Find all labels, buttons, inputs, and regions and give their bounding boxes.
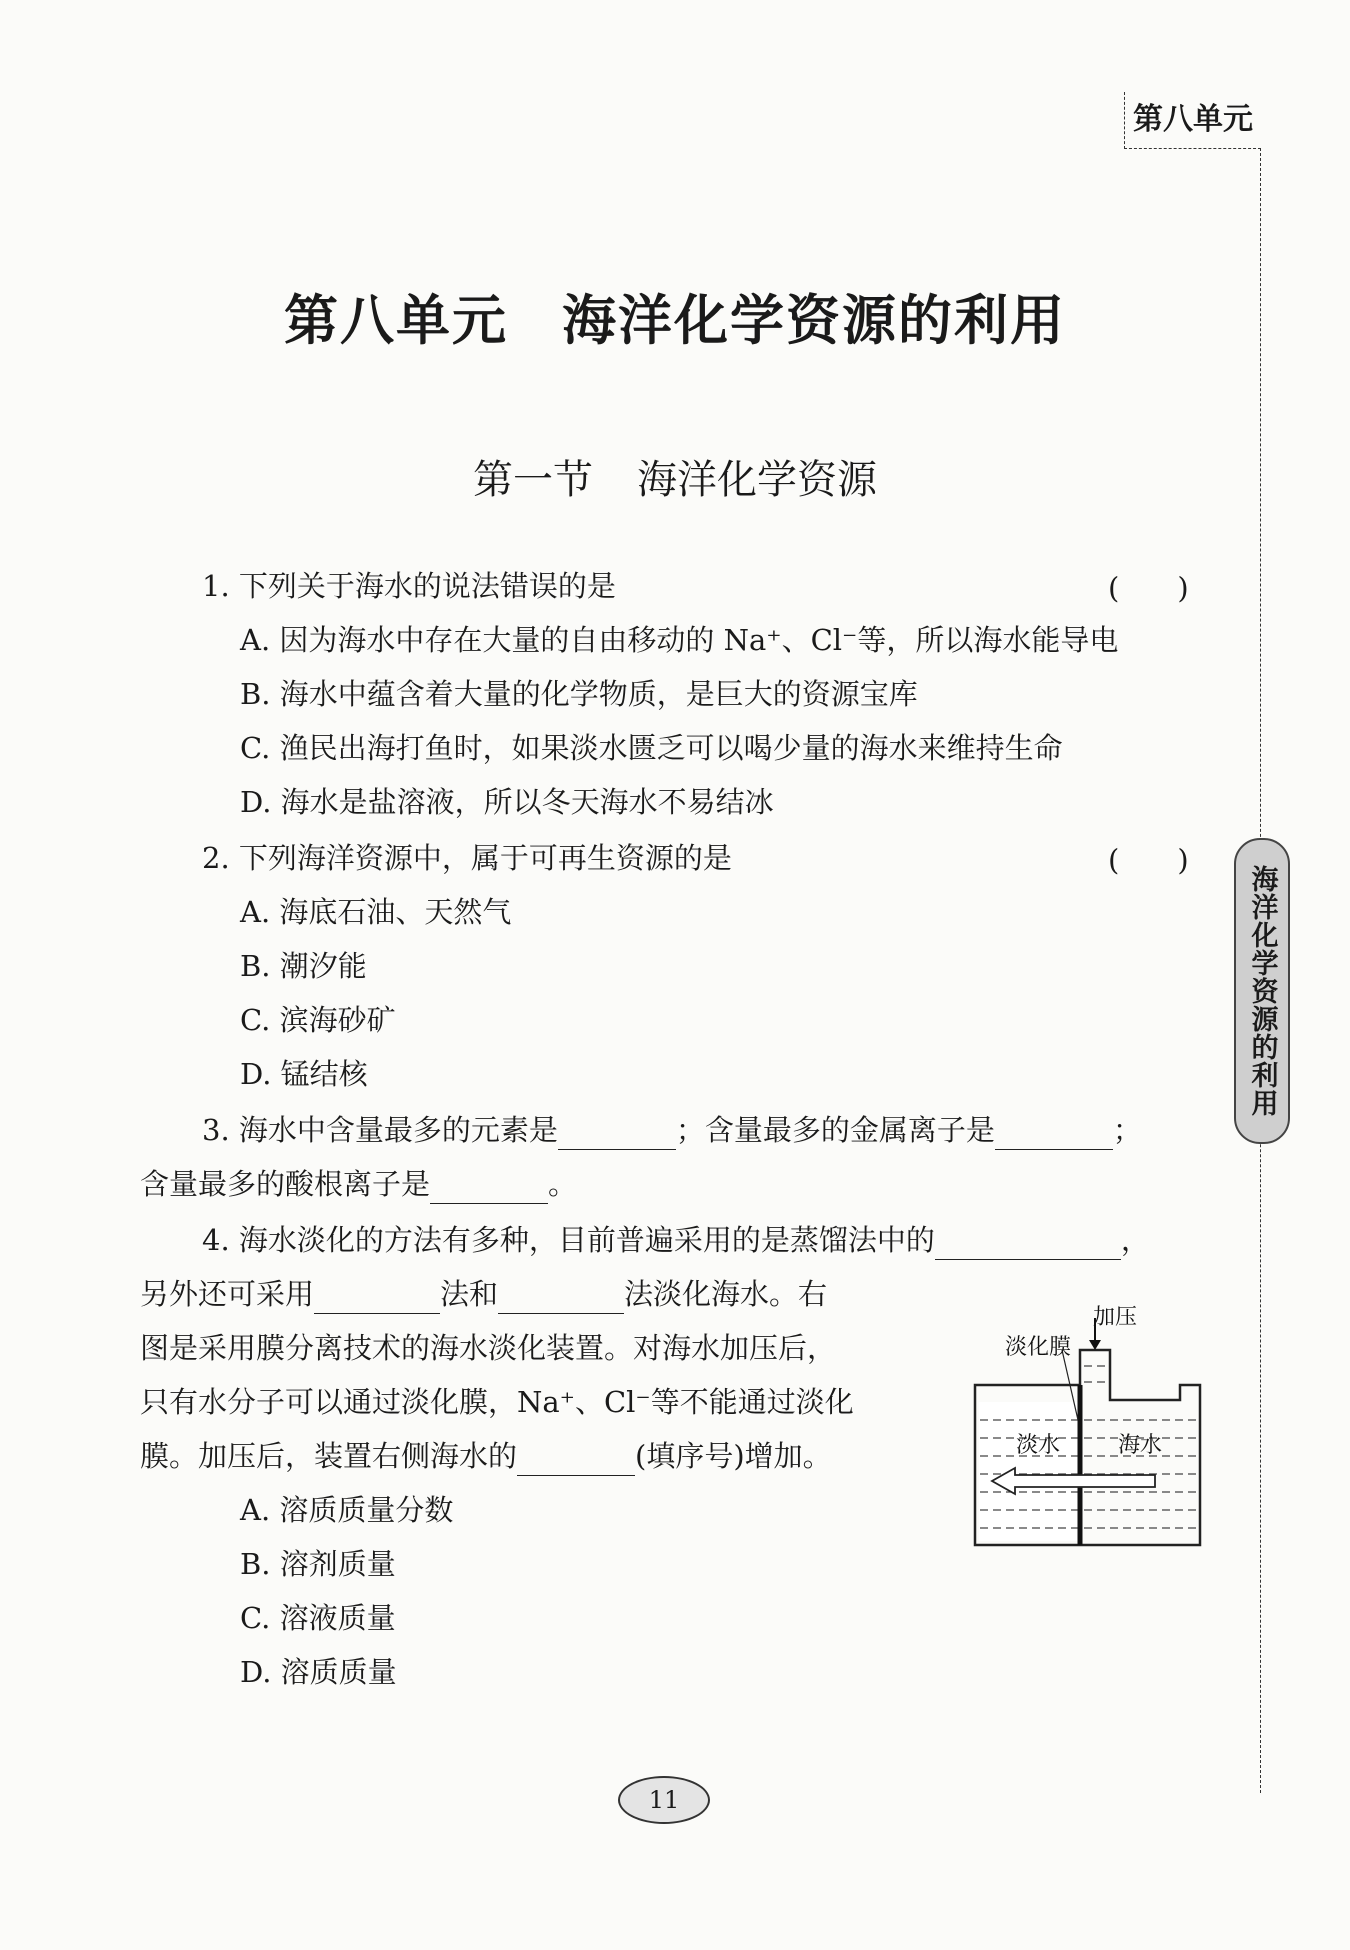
q3-text-1: 3. 海水中含量最多的元素是 (202, 1113, 558, 1147)
q4-option-a: A. 溶质质量分数 (240, 1493, 454, 1527)
section-title (0, 448, 1350, 505)
q4-option-b: B. 溶剂质量 (240, 1547, 396, 1581)
section-name: 海洋化学资源 (637, 457, 877, 503)
q4-option-d: D. 溶质质量 (240, 1655, 397, 1689)
q1-option-a: A. 因为海水中存在大量的自由移动的 Na⁺、Cl⁻等，所以海水能导电 (240, 623, 1119, 657)
q3-text-5: 。 (548, 1167, 578, 1201)
side-chapter-label: 海洋化学资源的利用 (1246, 865, 1278, 1117)
unit-title-topic: 海洋化学资源的利用 (562, 289, 1066, 352)
q4-line-5 (140, 1436, 832, 1476)
q4-line-1 (202, 1220, 1150, 1260)
q2-option-a: A. 海底石油、天然气 (240, 895, 512, 929)
side-chapter-tab (1234, 838, 1290, 1144)
q1-option-d: D. 海水是盐溶液，所以冬天海水不易结冰 (240, 785, 774, 819)
q4-text-1: 4. 海水淡化的方法有多种，目前普遍采用的是蒸馏法中的 (202, 1223, 935, 1257)
unit-title (0, 278, 1350, 355)
q1-option-c: C. 渔民出海打鱼时，如果淡水匮乏可以喝少量的海水来维持生命 (240, 731, 1063, 765)
q4-line-4: 只有水分子可以通过淡化膜，Na⁺、Cl⁻等不能通过淡化 (140, 1385, 854, 1419)
label-pressure: 加压 (1092, 1305, 1138, 1330)
desalination-diagram (970, 1300, 1210, 1560)
q2-option-d: D. 锰结核 (240, 1057, 368, 1091)
q4-blank-distillation[interactable] (935, 1229, 1121, 1260)
fresh-water-chamber (979, 1402, 1079, 1541)
q4-text-4: 法和 (440, 1277, 499, 1311)
q3-line-2 (140, 1164, 577, 1204)
q1-stem: 1. 下列关于海水的说法错误的是 (202, 569, 616, 603)
q3-text-2: ；含量最多的金属离子是 (675, 1113, 995, 1147)
q3-blank-element[interactable] (558, 1119, 676, 1150)
label-membrane: 淡化膜 (1004, 1335, 1072, 1360)
q3-line-1 (202, 1110, 1142, 1150)
q4-text-2: ， (1120, 1223, 1150, 1257)
q2-answer-paren[interactable]: ( ) (1108, 843, 1189, 877)
q4-text-3: 另外还可采用 (140, 1277, 315, 1311)
q3-blank-acid-ion[interactable] (430, 1173, 548, 1204)
q4-option-c: C. 溶液质量 (240, 1601, 396, 1635)
q4-blank-method-2[interactable] (498, 1283, 624, 1314)
q2-option-c: C. 滨海砂矿 (240, 1003, 396, 1037)
unit-tab: 第八单元 (1124, 92, 1261, 149)
q4-line-2 (140, 1274, 827, 1314)
label-sea-water: 海水 (1117, 1433, 1163, 1458)
q1-answer-paren[interactable]: ( ) (1108, 571, 1189, 605)
unit-title-number: 第八单元 (284, 289, 508, 352)
q3-blank-metal-ion[interactable] (995, 1119, 1113, 1150)
q4-text-6: 膜。加压后，装置右侧海水的 (140, 1439, 518, 1473)
q4-text-5: 法淡化海水。右 (624, 1277, 828, 1311)
section-number: 第一节 (473, 457, 593, 503)
q4-line-3: 图是采用膜分离技术的海水淡化装置。对海水加压后， (140, 1331, 837, 1365)
q2-stem: 2. 下列海洋资源中，属于可再生资源的是 (202, 841, 732, 875)
q2-option-b: B. 潮汐能 (240, 949, 367, 983)
q1-option-b: B. 海水中蕴含着大量的化学物质，是巨大的资源宝库 (240, 677, 918, 711)
q4-text-7: (填序号)增加。 (635, 1439, 832, 1473)
label-fresh-water: 淡水 (1015, 1433, 1061, 1458)
q3-text-3: ； (1112, 1113, 1142, 1147)
q3-text-4: 含量最多的酸根离子是 (140, 1167, 431, 1201)
pressure-arrow-head (1089, 1340, 1101, 1350)
q4-blank-method-1[interactable] (314, 1283, 440, 1314)
page-number: 11 (618, 1776, 710, 1824)
q4-blank-answer[interactable] (517, 1445, 635, 1476)
